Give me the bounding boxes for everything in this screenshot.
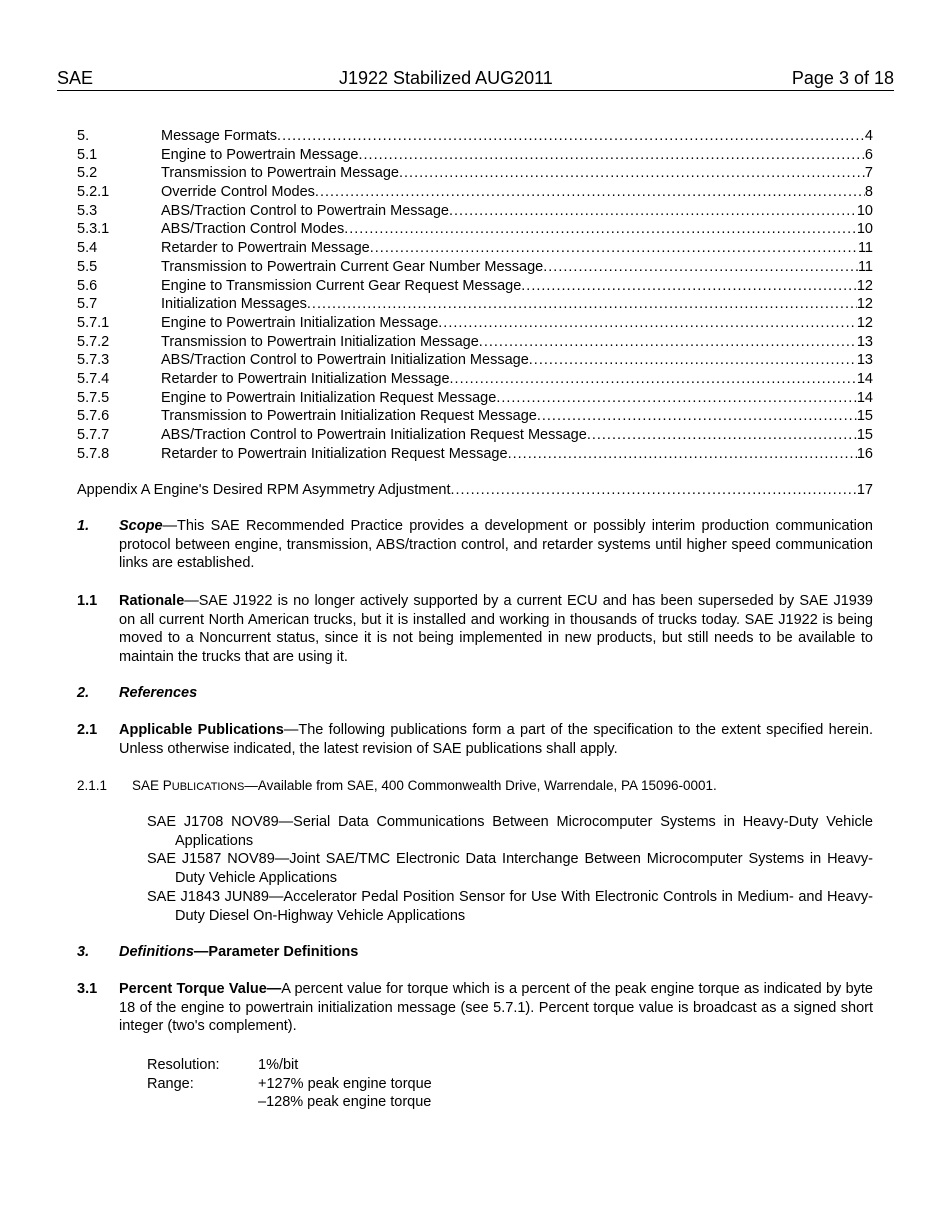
- toc-entry[interactable]: [77, 389, 873, 408]
- toc-number: 5.7.6: [77, 408, 110, 425]
- spec-value: –128% peak engine torque: [258, 1094, 432, 1111]
- toc-number: 5.7.8: [77, 445, 110, 462]
- spec-label: Range:: [147, 1075, 194, 1092]
- torque-spec: [147, 1056, 647, 1112]
- toc-number: 5.7: [77, 296, 98, 313]
- toc-leader: [438, 314, 857, 333]
- header-page-number: Page 3 of 18: [791, 68, 894, 88]
- toc-leader: [370, 239, 858, 258]
- section-heading: Applicable Publications: [119, 722, 284, 738]
- toc-number: 5.2.1: [77, 184, 110, 201]
- page-header: [57, 68, 894, 91]
- toc-page: 14: [856, 370, 873, 387]
- toc-entry[interactable]: [77, 351, 873, 370]
- toc-leader: [537, 407, 857, 426]
- toc-number: 5.7.5: [77, 389, 110, 406]
- section-2-1-1: [77, 777, 873, 797]
- toc-number: 5.: [77, 128, 90, 144]
- toc-entry[interactable]: [77, 164, 873, 183]
- section-text: —SAE J1922 is no longer actively supported by a current ECU and has been superseded by SAE J1939 on all current North American trucks, but it is installed and working in thousands of trucks today. SAE J1922 is being moved to a Noncurrent status, since it is not being implemented in new products, but still needs to be available to maintain the trucks that are using it.: [119, 593, 873, 666]
- toc-page: 10: [856, 202, 873, 219]
- section-1-scope: [77, 517, 873, 573]
- toc-entry[interactable]: [77, 183, 873, 202]
- reference-item: SAE J1843 JUN89—Accelerator Pedal Position Sensor for Use With Electronic Controls in Medium- and Heavy-Duty Diesel On-Highway Vehicle Applications: [147, 888, 873, 924]
- section-2-1: [77, 721, 873, 758]
- section-text: A percent value for torque which is a percent of the peak engine torque as indicated by byte 18 of the engine to powertrain initialization message (see 5.7.1). Percent torque value is broadcast as a signed short integer (two's complement).: [119, 981, 873, 1035]
- toc-page: 12: [856, 314, 873, 331]
- toc-number: 5.7.4: [77, 370, 110, 387]
- section-heading: Definitions: [119, 944, 194, 960]
- toc-leader: [315, 183, 865, 202]
- reference-item: SAE J1708 NOV89—Serial Data Communications Between Microcomputer Systems in Heavy-Duty Vehicle Applications: [147, 814, 873, 849]
- toc-entry[interactable]: [77, 146, 873, 165]
- toc-page: 4: [864, 128, 873, 144]
- toc-title: Transmission to Powertrain Message: [161, 165, 399, 182]
- section-heading: Percent Torque Value—: [119, 981, 282, 997]
- toc-page: 13: [856, 352, 873, 369]
- toc-entry[interactable]: [77, 370, 873, 389]
- section-3-definitions: [77, 943, 873, 962]
- toc-page: 15: [856, 427, 873, 443]
- toc-title: Retarder to Powertrain Initialization Message: [161, 370, 450, 387]
- toc-title: Engine to Powertrain Message: [161, 146, 359, 163]
- toc-number: 5.1: [77, 146, 98, 163]
- section-heading-smallcaps: UBLICATIONS: [171, 781, 245, 793]
- toc-entry[interactable]: [77, 445, 873, 464]
- toc-page: 12: [856, 277, 873, 294]
- toc-page: 16: [856, 445, 873, 462]
- table-of-contents: [77, 127, 873, 463]
- toc-title: ABS/Traction Control Modes: [161, 221, 345, 238]
- section-number: 2.1: [77, 722, 98, 738]
- spec-value: +127% peak engine torque: [258, 1075, 432, 1092]
- toc-entry[interactable]: [77, 202, 873, 221]
- section-heading: References: [119, 685, 198, 701]
- toc-title: Engine to Powertrain Initialization Message: [161, 314, 439, 331]
- toc-entry[interactable]: [77, 295, 873, 314]
- toc-leader: [450, 370, 857, 389]
- toc-leader: [496, 389, 857, 408]
- toc-title: ABS/Traction Control to Powertrain Initialization Message: [161, 352, 529, 369]
- spec-value: 1%/bit: [258, 1057, 299, 1073]
- toc-leader: [508, 445, 857, 464]
- toc-page: 10: [856, 221, 873, 238]
- toc-page: 17: [856, 482, 873, 498]
- section-number: 1.1: [77, 593, 98, 609]
- toc-title: ABS/Traction Control to Powertrain Initialization Request Message: [161, 427, 587, 443]
- section-text: —The following publications form a part of the specification to the extent specified herein. Unless otherwise indicated, the latest revision of SAE publications shall apply.: [119, 722, 873, 757]
- toc-title: Appendix A Engine's Desired RPM Asymmetry Adjustment: [77, 482, 451, 498]
- toc-entry[interactable]: [77, 314, 873, 333]
- toc-appendix-entry[interactable]: [77, 481, 873, 500]
- section-1-1-rationale: [77, 592, 873, 667]
- section-number: 2.1.1: [77, 778, 108, 793]
- toc-number: 5.4: [77, 240, 98, 257]
- toc-leader: [307, 295, 857, 314]
- section-text: —This SAE Recommended Practice provides a development or possibly interim production communication protocol between engine, transmission, ABS/traction control, and retarder systems until higher speed communication links are established.: [119, 518, 873, 572]
- section-text: —Available from SAE, 400 Commonwealth Drive, Warrendale, PA 15096-0001.: [244, 778, 717, 793]
- toc-title: Engine to Powertrain Initialization Request Message: [161, 389, 497, 406]
- toc-title: Message Formats: [161, 128, 278, 144]
- section-number: 1.: [77, 518, 90, 534]
- toc-page: 11: [857, 240, 873, 257]
- toc-page: 8: [864, 184, 873, 201]
- toc-entry[interactable]: [77, 426, 873, 445]
- toc-leader: [529, 351, 857, 370]
- toc-entry[interactable]: [77, 333, 873, 352]
- reference-list: [77, 813, 873, 925]
- toc-leader: [521, 277, 857, 296]
- toc-number: 5.5: [77, 258, 98, 275]
- toc-page: 11: [857, 258, 873, 275]
- header-doc-title: J1922 Stabilized AUG2011: [339, 68, 553, 88]
- toc-title: Transmission to Powertrain Current Gear Number Message: [161, 258, 544, 275]
- toc-number: 5.7.7: [77, 427, 110, 443]
- toc-title: Retarder to Powertrain Initialization Request Message: [161, 445, 508, 462]
- section-number: 3.1: [77, 981, 98, 997]
- reference-item: SAE J1587 NOV89—Joint SAE/TMC Electronic Data Interchange Between Microcomputer Systems in Heavy-Duty Vehicle Applications: [147, 851, 873, 887]
- toc-leader: [543, 258, 858, 277]
- section-heading: Scope: [119, 518, 163, 534]
- toc-leader: [479, 333, 857, 352]
- section-number: 2.: [77, 685, 90, 701]
- toc-entry[interactable]: [77, 127, 873, 146]
- toc-leader: [399, 164, 865, 183]
- section-heading: Rationale: [119, 593, 185, 609]
- toc-leader: [451, 481, 857, 500]
- spec-label: Resolution:: [147, 1057, 220, 1073]
- toc-leader: [449, 202, 857, 221]
- toc-page: 15: [856, 408, 873, 425]
- toc-entry[interactable]: [77, 277, 873, 296]
- section-number: 3.: [77, 944, 90, 960]
- toc-leader: [277, 127, 865, 146]
- toc-leader: [344, 220, 857, 239]
- toc-title: Engine to Transmission Current Gear Request Message: [161, 277, 522, 294]
- toc-title: Initialization Messages: [161, 296, 307, 313]
- toc-leader: [358, 146, 864, 165]
- toc-page: 12: [856, 296, 873, 313]
- toc-entry[interactable]: [77, 258, 873, 277]
- toc-number: 5.7.2: [77, 333, 110, 350]
- toc-number: 5.6: [77, 277, 98, 294]
- section-heading: SAE P: [132, 778, 172, 793]
- toc-page: 13: [856, 333, 873, 350]
- toc-title: Transmission to Powertrain Initialization Message: [161, 333, 479, 350]
- toc-entry[interactable]: [77, 239, 873, 258]
- toc-number: 5.3.1: [77, 221, 110, 238]
- toc-leader: [587, 426, 857, 445]
- toc-entry[interactable]: [77, 220, 873, 239]
- toc-entry[interactable]: [77, 407, 873, 426]
- toc-number: 5.7.3: [77, 352, 110, 369]
- toc-title: Transmission to Powertrain Initialization Request Message: [161, 408, 537, 425]
- toc-number: 5.3: [77, 202, 98, 219]
- toc-page: 14: [856, 389, 873, 406]
- section-subheading: —Parameter Definitions: [193, 944, 359, 960]
- section-2-references: [77, 684, 873, 703]
- header-org: SAE: [57, 68, 94, 88]
- toc-title: Retarder to Powertrain Message: [161, 240, 370, 257]
- toc-number: 5.7.1: [77, 314, 110, 331]
- toc-page: 7: [864, 165, 873, 182]
- toc-title: Override Control Modes: [161, 184, 315, 201]
- toc-title: ABS/Traction Control to Powertrain Message: [161, 202, 449, 219]
- toc-number: 5.2: [77, 165, 98, 182]
- section-3-1: [77, 980, 873, 1036]
- toc-page: 6: [864, 146, 873, 163]
